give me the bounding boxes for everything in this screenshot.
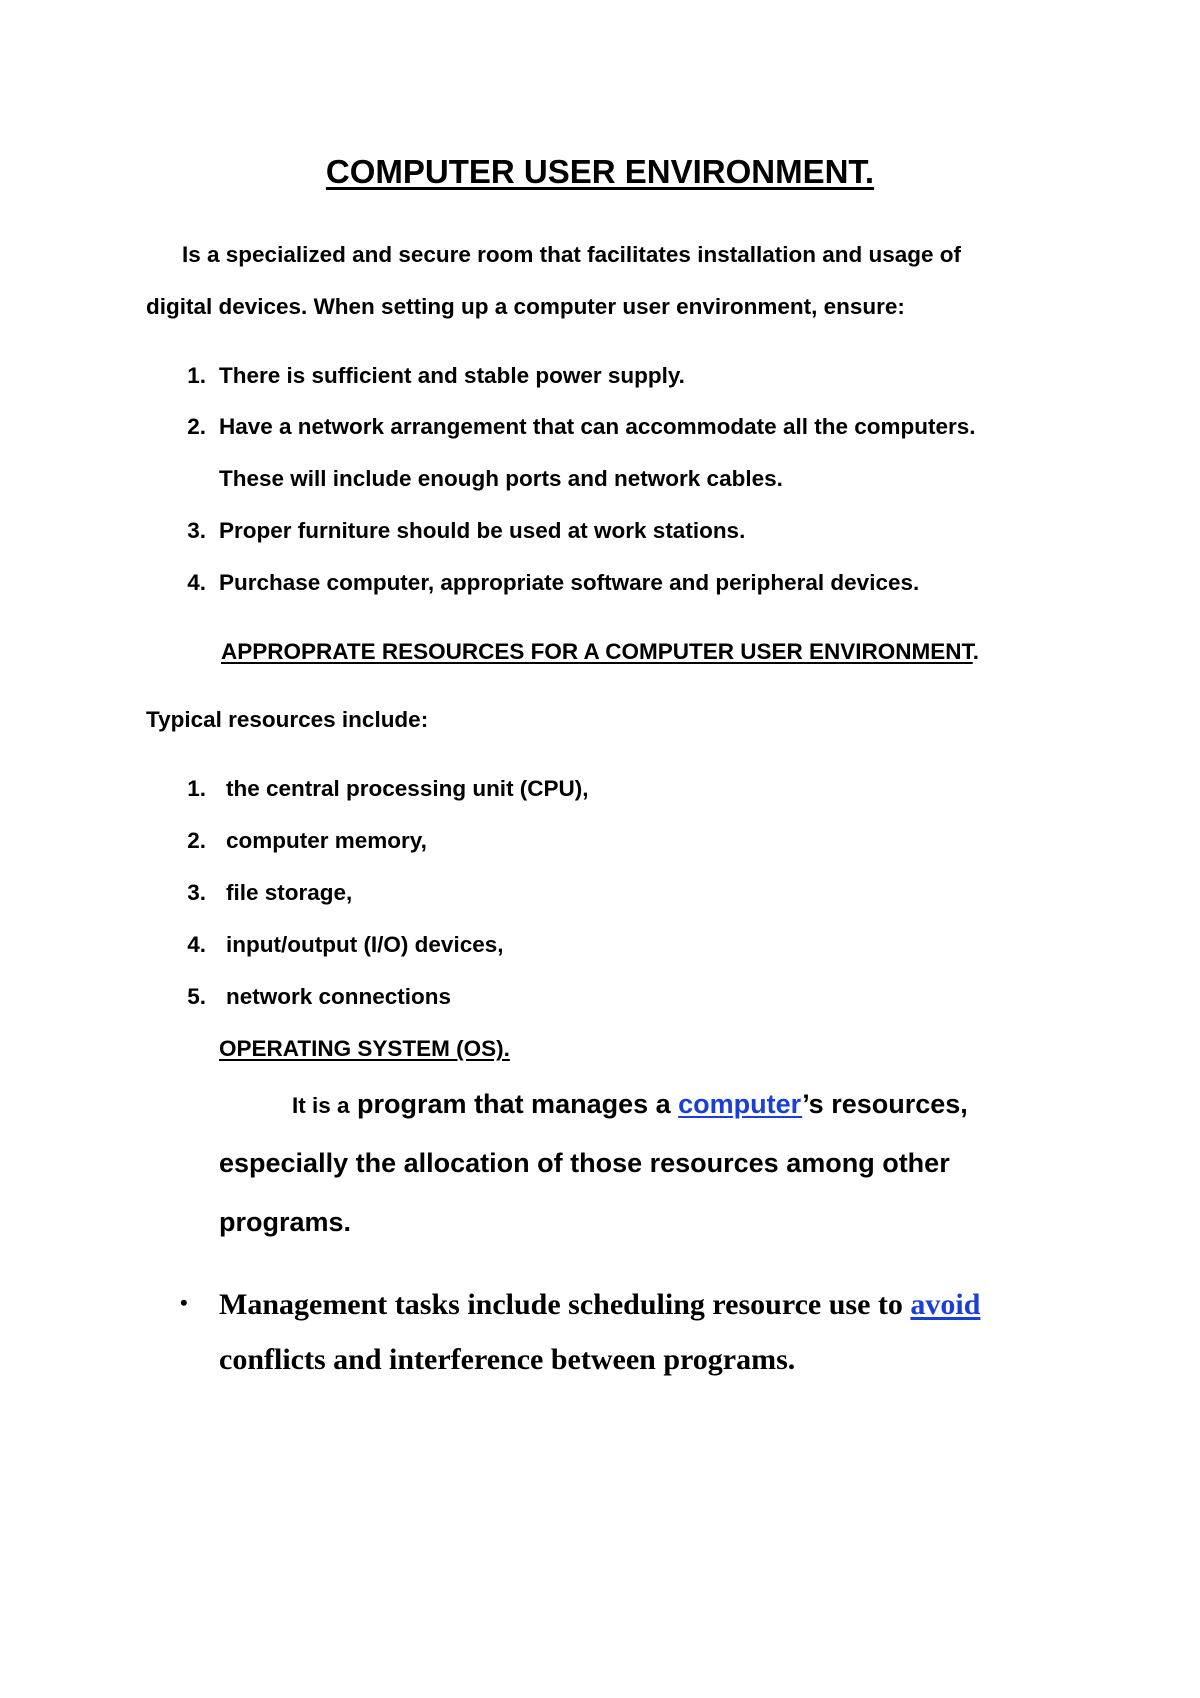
resources-list-item: input/output (I/O) devices,: [226, 932, 504, 957]
resources-list-number: 4.: [187, 932, 206, 957]
setup-list-number: 1.: [187, 363, 206, 388]
os-heading: OPERATING SYSTEM (OS).: [219, 1036, 510, 1061]
os-part2: ’s resources,: [802, 1089, 968, 1119]
page-title: COMPUTER USER ENVIRONMENT.: [325, 153, 875, 190]
os-part1: program that manages a: [357, 1089, 671, 1119]
bullet-marker: •: [180, 1290, 188, 1315]
setup-list-item-continuation: These will include enough ports and network cables.: [219, 466, 783, 491]
resources-list-number: 3.: [187, 880, 206, 905]
setup-list-item: Have a network arrangement that can accommodate all the computers.: [219, 414, 976, 439]
setup-list-number: 4.: [187, 570, 206, 595]
resources-list-number: 5.: [187, 984, 206, 1009]
avoid-link[interactable]: avoid: [910, 1288, 981, 1321]
setup-list-item: Proper furniture should be used at work stations.: [219, 518, 746, 543]
setup-list-number: 3.: [187, 518, 206, 543]
resources-heading-suffix: .: [972, 639, 979, 664]
setup-list-item: There is sufficient and stable power supply.: [219, 363, 685, 388]
intro-line-1: Is a specialized and secure room that facilitates installation and usage of: [182, 242, 961, 267]
typical-resources-label: Typical resources include:: [146, 707, 429, 732]
resources-heading: [0, 637, 1200, 667]
bullet-line-2: conflicts and interference between programs.: [219, 1343, 796, 1376]
resources-heading-text: APPROPRATE RESOURCES FOR A COMPUTER USER ENVIRONMENT: [221, 639, 973, 664]
resources-list-item: the central processing unit (CPU),: [226, 776, 589, 801]
os-definition-line-1: [292, 1086, 968, 1124]
resources-list-item: file storage,: [226, 880, 353, 905]
setup-list-number: 2.: [187, 414, 206, 439]
bullet-line-1: [219, 1286, 980, 1324]
resources-list-number: 2.: [187, 828, 206, 853]
resources-list-number: 1.: [187, 776, 206, 801]
os-prefix: It is a: [292, 1093, 350, 1118]
resources-list-item: computer memory,: [226, 828, 427, 853]
os-definition-line-3: programs.: [219, 1207, 352, 1237]
computer-link[interactable]: computer: [678, 1089, 803, 1119]
bullet-part1: Management tasks include scheduling resource use to: [219, 1288, 903, 1321]
resources-list-item: network connections: [226, 984, 452, 1009]
setup-list-item: Purchase computer, appropriate software and peripheral devices.: [219, 570, 920, 595]
os-definition-line-2: especially the allocation of those resources among other: [219, 1148, 950, 1178]
intro-line-2: digital devices. When setting up a computer user environment, ensure:: [146, 294, 905, 319]
